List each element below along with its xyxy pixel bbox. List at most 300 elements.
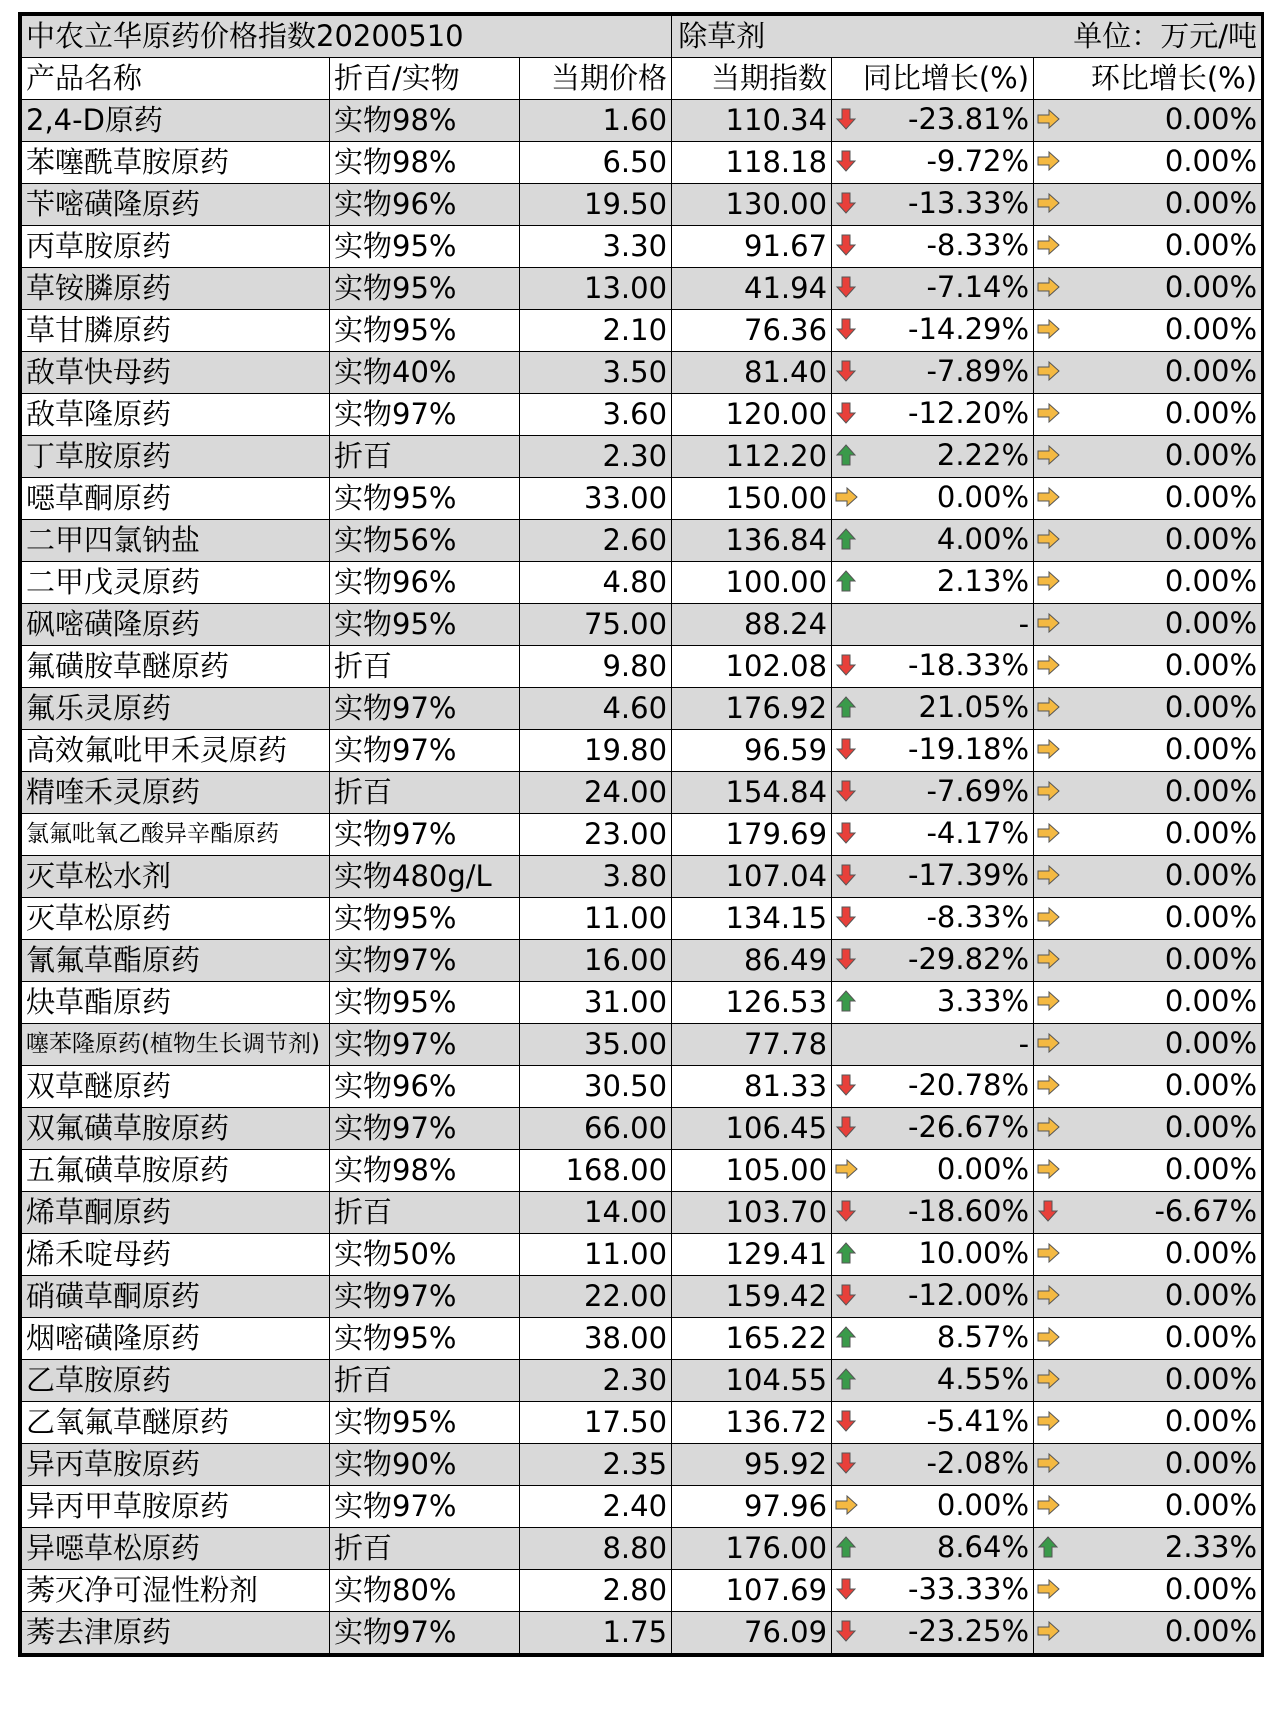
mom-value: 0.00% (1164, 186, 1258, 220)
yoy-cell (832, 730, 1034, 772)
yoy-cell (832, 478, 1034, 520)
sheet-category (672, 16, 832, 58)
arrow-right-icon (1037, 611, 1061, 640)
product-name-cell: 烟嘧磺隆原药 (22, 1318, 330, 1360)
yoy-cell (832, 772, 1034, 814)
spec-cell: 实物480g/L (330, 856, 520, 898)
table-row (22, 856, 1262, 898)
arrow-right-icon (835, 485, 859, 514)
table-row (22, 1360, 1262, 1402)
table-row (22, 940, 1262, 982)
product-name-cell: 硝磺草酮原药 (22, 1276, 330, 1318)
price-cell: 8.80 (520, 1528, 672, 1570)
sheet-unit (832, 16, 1262, 58)
yoy-cell (832, 856, 1034, 898)
arrow-down-icon (835, 1451, 859, 1480)
mom-cell (1034, 394, 1262, 436)
yoy-value: -9.72% (926, 144, 1030, 178)
index-cell: 81.40 (672, 352, 832, 394)
price-cell: 30.50 (520, 1066, 672, 1108)
arrow-right-icon (1037, 275, 1061, 304)
mom-value: 0.00% (1164, 1614, 1258, 1648)
arrow-right-icon (1037, 947, 1061, 976)
table-row (22, 1276, 1262, 1318)
mom-value: 0.00% (1164, 690, 1258, 724)
yoy-cell (832, 1360, 1034, 1402)
arrow-right-icon (1037, 863, 1061, 892)
yoy-value: -5.41% (926, 1404, 1030, 1438)
product-name-cell: 双草醚原药 (22, 1066, 330, 1108)
arrow-down-icon (835, 653, 859, 682)
product-name-cell: 双氟磺草胺原药 (22, 1108, 330, 1150)
price-index-sheet (18, 12, 1264, 1657)
sheet-title: 中农立华原药价格指数20200510 (22, 16, 672, 58)
table-row (22, 1444, 1262, 1486)
arrow-up-icon (835, 443, 859, 472)
mom-value: 0.00% (1164, 270, 1258, 304)
mom-value: 0.00% (1164, 396, 1258, 430)
price-cell: 2.30 (520, 436, 672, 478)
yoy-value: -8.33% (926, 228, 1030, 262)
spec-cell: 实物97% (330, 1024, 520, 1066)
mom-value: 0.00% (1164, 1026, 1258, 1060)
spec-cell: 折百 (330, 1192, 520, 1234)
index-cell: 112.20 (672, 436, 832, 478)
arrow-right-icon (1037, 1325, 1061, 1354)
col-header-price: 当期价格 (520, 58, 672, 100)
yoy-value: -23.81% (907, 102, 1030, 136)
arrow-right-icon (1037, 1409, 1061, 1438)
index-cell: 76.36 (672, 310, 832, 352)
table-row (22, 688, 1262, 730)
price-cell: 4.60 (520, 688, 672, 730)
spec-cell: 实物97% (330, 1276, 520, 1318)
spec-cell: 折百 (330, 436, 520, 478)
mom-value: 0.00% (1164, 858, 1258, 892)
product-name-cell: 草甘膦原药 (22, 310, 330, 352)
table-row (22, 184, 1262, 226)
product-name-cell: 草铵膦原药 (22, 268, 330, 310)
table-row (22, 226, 1262, 268)
spec-cell: 实物97% (330, 1486, 520, 1528)
index-cell: 104.55 (672, 1360, 832, 1402)
price-cell: 1.75 (520, 1612, 672, 1654)
spec-cell: 折百 (330, 1528, 520, 1570)
spec-cell: 实物95% (330, 982, 520, 1024)
price-cell: 2.30 (520, 1360, 672, 1402)
yoy-cell (832, 310, 1034, 352)
spec-cell: 实物95% (330, 898, 520, 940)
yoy-value: -18.33% (907, 648, 1030, 682)
yoy-value: -23.25% (907, 1614, 1030, 1648)
yoy-value: -19.18% (907, 732, 1030, 766)
spec-cell: 实物97% (330, 394, 520, 436)
product-name-cell: 乙氧氟草醚原药 (22, 1402, 330, 1444)
yoy-value: -7.89% (926, 354, 1030, 388)
arrow-right-icon (1037, 317, 1061, 346)
mom-cell (1034, 856, 1262, 898)
arrow-right-icon (1037, 1031, 1061, 1060)
arrow-down-icon (835, 779, 859, 808)
arrow-down-icon (835, 737, 859, 766)
yoy-cell (832, 688, 1034, 730)
product-name-cell: 精喹禾灵原药 (22, 772, 330, 814)
mom-cell (1034, 1570, 1262, 1612)
yoy-value: 10.00% (918, 1236, 1030, 1270)
mom-value: 0.00% (1164, 1152, 1258, 1186)
price-cell: 14.00 (520, 1192, 672, 1234)
product-name-cell: 苯噻酰草胺原药 (22, 142, 330, 184)
index-cell: 150.00 (672, 478, 832, 520)
yoy-cell (832, 1570, 1034, 1612)
product-name-cell: 氯氟吡氧乙酸异辛酯原药 (22, 814, 330, 856)
table-row (22, 520, 1262, 562)
arrow-down-icon (835, 821, 859, 850)
table-row (22, 1024, 1262, 1066)
arrow-down-icon (835, 947, 859, 976)
mom-cell (1034, 1528, 1262, 1570)
mom-value: 2.33% (1164, 1530, 1258, 1564)
yoy-cell (832, 1192, 1034, 1234)
table-row (22, 394, 1262, 436)
index-cell: 165.22 (672, 1318, 832, 1360)
index-cell: 100.00 (672, 562, 832, 604)
yoy-value: -13.33% (907, 186, 1030, 220)
arrow-down-icon (835, 317, 859, 346)
index-cell: 88.24 (672, 604, 832, 646)
yoy-value: 0.00% (936, 1488, 1030, 1522)
mom-cell (1034, 1108, 1262, 1150)
spec-cell: 实物50% (330, 1234, 520, 1276)
spec-cell: 实物96% (330, 1066, 520, 1108)
table-row (22, 1108, 1262, 1150)
mom-value: 0.00% (1164, 606, 1258, 640)
arrow-down-icon (835, 1283, 859, 1312)
price-cell: 3.50 (520, 352, 672, 394)
yoy-cell (832, 100, 1034, 142)
mom-value: 0.00% (1164, 102, 1258, 136)
index-cell: 105.00 (672, 1150, 832, 1192)
table-row (22, 1150, 1262, 1192)
mom-cell (1034, 1486, 1262, 1528)
spec-cell: 实物98% (330, 1150, 520, 1192)
product-name-cell: 异噁草松原药 (22, 1528, 330, 1570)
arrow-right-icon (1037, 989, 1061, 1018)
price-cell: 168.00 (520, 1150, 672, 1192)
yoy-cell (832, 226, 1034, 268)
yoy-value: -20.78% (907, 1068, 1030, 1102)
price-cell: 22.00 (520, 1276, 672, 1318)
yoy-value: 21.05% (918, 690, 1030, 724)
index-cell: 118.18 (672, 142, 832, 184)
index-cell: 176.92 (672, 688, 832, 730)
arrow-down-icon (835, 233, 859, 262)
yoy-cell (832, 814, 1034, 856)
mom-cell (1034, 226, 1262, 268)
product-name-cell: 丁草胺原药 (22, 436, 330, 478)
arrow-up-icon (835, 1325, 859, 1354)
spec-cell: 实物97% (330, 1108, 520, 1150)
index-cell: 107.04 (672, 856, 832, 898)
arrow-right-icon (1037, 1493, 1061, 1522)
arrow-right-icon (1037, 1073, 1061, 1102)
mom-cell (1034, 436, 1262, 478)
yoy-value: -12.00% (907, 1278, 1030, 1312)
spec-cell: 折百 (330, 772, 520, 814)
arrow-down-icon (1037, 1199, 1061, 1228)
product-name-cell: 2,4-D原药 (22, 100, 330, 142)
arrow-down-icon (835, 1577, 859, 1606)
arrow-right-icon (1037, 905, 1061, 934)
index-cell: 130.00 (672, 184, 832, 226)
arrow-right-icon (1037, 401, 1061, 430)
mom-cell (1034, 688, 1262, 730)
price-cell: 23.00 (520, 814, 672, 856)
product-name-cell: 五氟磺草胺原药 (22, 1150, 330, 1192)
yoy-cell (832, 1024, 1034, 1066)
yoy-value: 4.55% (936, 1362, 1030, 1396)
arrow-down-icon (835, 1115, 859, 1144)
index-cell: 106.45 (672, 1108, 832, 1150)
table-row (22, 604, 1262, 646)
arrow-up-icon (835, 695, 859, 724)
product-name-cell: 异丙甲草胺原药 (22, 1486, 330, 1528)
table-row (22, 436, 1262, 478)
product-name-cell: 二甲四氯钠盐 (22, 520, 330, 562)
yoy-cell (832, 1486, 1034, 1528)
mom-value: 0.00% (1164, 438, 1258, 472)
yoy-value: -8.33% (926, 900, 1030, 934)
mom-cell (1034, 814, 1262, 856)
arrow-down-icon (835, 1073, 859, 1102)
price-cell: 31.00 (520, 982, 672, 1024)
index-cell: 154.84 (672, 772, 832, 814)
product-name-cell: 乙草胺原药 (22, 1360, 330, 1402)
spec-cell: 实物95% (330, 478, 520, 520)
product-name-cell: 莠灭净可湿性粉剂 (22, 1570, 330, 1612)
spec-cell: 实物97% (330, 1612, 520, 1654)
price-cell: 9.80 (520, 646, 672, 688)
index-cell: 134.15 (672, 898, 832, 940)
mom-value: 0.00% (1164, 1110, 1258, 1144)
mom-cell (1034, 1192, 1262, 1234)
index-cell: 126.53 (672, 982, 832, 1024)
yoy-cell (832, 940, 1034, 982)
table-row (22, 1192, 1262, 1234)
mom-value: 0.00% (1164, 1572, 1258, 1606)
product-name-cell: 灭草松水剂 (22, 856, 330, 898)
index-cell: 76.09 (672, 1612, 832, 1654)
table-row (22, 646, 1262, 688)
product-name-cell: 二甲戊灵原药 (22, 562, 330, 604)
yoy-value: 4.00% (936, 522, 1030, 556)
mom-value: 0.00% (1164, 1488, 1258, 1522)
spec-cell: 实物98% (330, 142, 520, 184)
spec-cell: 折百 (330, 646, 520, 688)
price-table (21, 15, 1262, 1654)
yoy-cell (832, 604, 1034, 646)
yoy-cell (832, 898, 1034, 940)
arrow-right-icon (1037, 1577, 1061, 1606)
yoy-cell (832, 1234, 1034, 1276)
mom-value: 0.00% (1164, 732, 1258, 766)
yoy-cell (832, 1444, 1034, 1486)
mom-cell (1034, 1444, 1262, 1486)
mom-cell (1034, 940, 1262, 982)
table-row (22, 982, 1262, 1024)
price-cell: 24.00 (520, 772, 672, 814)
spec-cell: 折百 (330, 1360, 520, 1402)
spec-cell: 实物95% (330, 1318, 520, 1360)
arrow-right-icon (1037, 1115, 1061, 1144)
unit-label: 单位：万元/吨 (1073, 19, 1258, 53)
arrow-right-icon (1037, 1241, 1061, 1270)
yoy-cell (832, 184, 1034, 226)
index-cell: 95.92 (672, 1444, 832, 1486)
yoy-cell (832, 142, 1034, 184)
mom-cell (1034, 478, 1262, 520)
index-cell: 120.00 (672, 394, 832, 436)
arrow-right-icon (835, 1493, 859, 1522)
index-cell: 91.67 (672, 226, 832, 268)
mom-value: 0.00% (1164, 774, 1258, 808)
yoy-value: 0.00% (936, 480, 1030, 514)
mom-cell (1034, 646, 1262, 688)
product-name-cell: 莠去津原药 (22, 1612, 330, 1654)
spec-cell: 实物98% (330, 100, 520, 142)
arrow-down-icon (835, 275, 859, 304)
yoy-cell (832, 646, 1034, 688)
spec-cell: 实物95% (330, 604, 520, 646)
col-header-spec: 折百/实物 (330, 58, 520, 100)
mom-value: 0.00% (1164, 900, 1258, 934)
table-row (22, 772, 1262, 814)
yoy-value: 8.64% (936, 1530, 1030, 1564)
index-cell: 81.33 (672, 1066, 832, 1108)
yoy-cell (832, 1150, 1034, 1192)
yoy-cell (832, 1402, 1034, 1444)
yoy-value: -2.08% (926, 1446, 1030, 1480)
spec-cell: 实物96% (330, 562, 520, 604)
mom-value: 0.00% (1164, 1068, 1258, 1102)
table-row (22, 1402, 1262, 1444)
mom-cell (1034, 184, 1262, 226)
col-header-mom: 环比增长(%) (1034, 58, 1262, 100)
index-cell: 77.78 (672, 1024, 832, 1066)
product-name-cell: 高效氟吡甲禾灵原药 (22, 730, 330, 772)
yoy-value: 3.33% (936, 984, 1030, 1018)
arrow-up-icon (1037, 1535, 1061, 1564)
index-cell: 96.59 (672, 730, 832, 772)
index-cell: 136.84 (672, 520, 832, 562)
arrow-up-icon (835, 989, 859, 1018)
index-cell: 159.42 (672, 1276, 832, 1318)
header-row (22, 58, 1262, 100)
mom-value: 0.00% (1164, 942, 1258, 976)
mom-cell (1034, 1234, 1262, 1276)
arrow-right-icon (1037, 695, 1061, 724)
mom-value: 0.00% (1164, 1320, 1258, 1354)
mom-cell (1034, 1024, 1262, 1066)
yoy-value: -7.69% (926, 774, 1030, 808)
price-cell: 1.60 (520, 100, 672, 142)
yoy-cell (832, 562, 1034, 604)
product-name-cell: 苄嘧磺隆原药 (22, 184, 330, 226)
product-name-cell: 烯草酮原药 (22, 1192, 330, 1234)
yoy-value: 0.00% (936, 1152, 1030, 1186)
product-name-cell: 砜嘧磺隆原药 (22, 604, 330, 646)
yoy-value: -29.82% (907, 942, 1030, 976)
yoy-value: -18.60% (907, 1194, 1030, 1228)
price-cell: 35.00 (520, 1024, 672, 1066)
spec-cell: 实物95% (330, 1402, 520, 1444)
yoy-value: 2.13% (936, 564, 1030, 598)
mom-value: 0.00% (1164, 144, 1258, 178)
table-row (22, 268, 1262, 310)
mom-cell (1034, 1612, 1262, 1654)
index-cell: 136.72 (672, 1402, 832, 1444)
table-row (22, 142, 1262, 184)
mom-value: 0.00% (1164, 1446, 1258, 1480)
mom-value: 0.00% (1164, 312, 1258, 346)
spec-cell: 实物97% (330, 814, 520, 856)
mom-cell (1034, 1150, 1262, 1192)
mom-cell (1034, 1318, 1262, 1360)
mom-cell (1034, 1360, 1262, 1402)
index-cell: 97.96 (672, 1486, 832, 1528)
price-cell: 2.80 (520, 1570, 672, 1612)
mom-cell (1034, 310, 1262, 352)
mom-cell (1034, 352, 1262, 394)
spec-cell: 实物95% (330, 268, 520, 310)
index-cell: 86.49 (672, 940, 832, 982)
arrow-right-icon (1037, 821, 1061, 850)
product-name-cell: 氰氟草酯原药 (22, 940, 330, 982)
index-cell: 103.70 (672, 1192, 832, 1234)
arrow-right-icon (1037, 779, 1061, 808)
price-cell: 2.35 (520, 1444, 672, 1486)
mom-value: 0.00% (1164, 1236, 1258, 1270)
yoy-cell (832, 1276, 1034, 1318)
mom-value: 0.00% (1164, 648, 1258, 682)
arrow-right-icon (1037, 485, 1061, 514)
mom-cell (1034, 268, 1262, 310)
arrow-right-icon (1037, 737, 1061, 766)
table-row (22, 310, 1262, 352)
index-cell: 107.69 (672, 1570, 832, 1612)
product-name-cell: 异丙草胺原药 (22, 1444, 330, 1486)
yoy-cell (832, 1066, 1034, 1108)
yoy-value: -33.33% (907, 1572, 1030, 1606)
price-cell: 3.60 (520, 394, 672, 436)
product-name-cell: 烯禾啶母药 (22, 1234, 330, 1276)
arrow-right-icon (1037, 233, 1061, 262)
index-cell: 41.94 (672, 268, 832, 310)
mom-cell (1034, 982, 1262, 1024)
yoy-cell (832, 352, 1034, 394)
yoy-value: -7.14% (926, 270, 1030, 304)
yoy-cell (832, 268, 1034, 310)
mom-cell (1034, 1066, 1262, 1108)
table-row (22, 1066, 1262, 1108)
arrow-right-icon (1037, 191, 1061, 220)
arrow-up-icon (835, 527, 859, 556)
mom-value: -6.67% (1154, 1194, 1258, 1228)
mom-value: 0.00% (1164, 984, 1258, 1018)
spec-cell: 实物97% (330, 940, 520, 982)
yoy-value: -12.20% (907, 396, 1030, 430)
price-cell: 6.50 (520, 142, 672, 184)
